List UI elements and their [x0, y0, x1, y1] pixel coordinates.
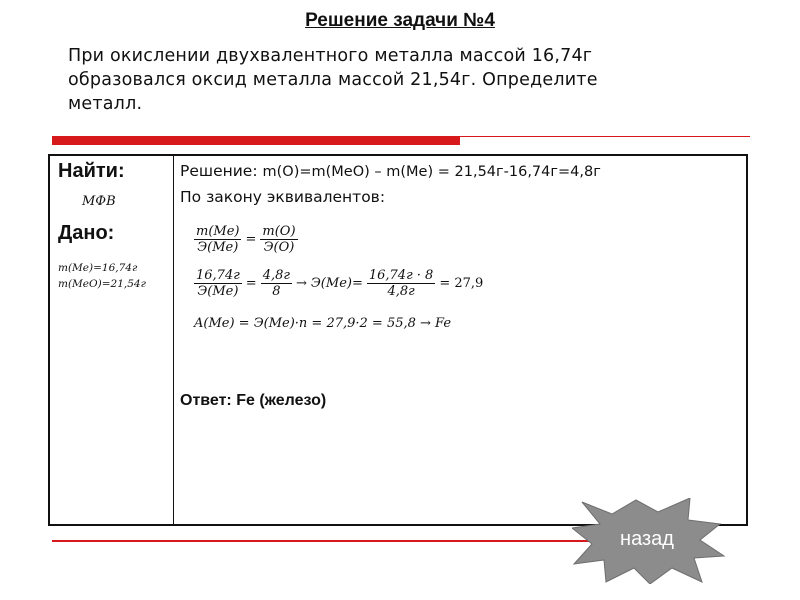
numerator: m(O): [262, 224, 296, 239]
fraction: [261, 268, 292, 299]
formula-atomic-mass: A(Me) = Э(Me)·n = 27,9·2 = 55,8 → Fe: [194, 316, 452, 331]
denominator: 4,8г: [387, 284, 415, 299]
find-label: Найти:: [58, 160, 125, 182]
back-button[interactable]: [572, 498, 742, 582]
given-item: m(MeO)=21,54г: [58, 278, 146, 290]
fraction: [194, 224, 241, 255]
find-value: МФВ: [82, 194, 116, 209]
answer: Ответ: Fe (железо): [180, 392, 327, 409]
numerator: 4,8г: [262, 268, 290, 283]
numerator: 16,74г: [196, 268, 240, 283]
solution-text: m(O)=m(MeO) – m(Me) = 21,54г-16,74г=4,8г: [262, 164, 601, 180]
given-label: Дано:: [58, 222, 115, 244]
denominator: Э(Me): [197, 240, 239, 255]
denominator: Э(O): [263, 240, 295, 255]
formula-equivalents: [194, 224, 298, 255]
problem-line: При окислении двухвалентного металла массой 16,74г: [68, 46, 593, 66]
right-column: [174, 156, 746, 524]
problem-statement: [68, 44, 708, 116]
solution-label: Решение:: [180, 162, 258, 180]
equals-sign: =: [245, 276, 257, 291]
solution-line: [180, 162, 601, 180]
fraction: [194, 268, 242, 299]
left-column: [50, 156, 174, 524]
divider-thick: [52, 137, 460, 145]
arrow-icon: →: [295, 276, 307, 291]
result-value: = 27,9: [439, 276, 484, 291]
law-text: По закону эквивалентов:: [180, 188, 386, 206]
divider-bottom: [52, 540, 652, 542]
numerator: 16,74г · 8: [368, 268, 434, 283]
fraction: [367, 268, 435, 299]
given-item: m(Me)=16,74г: [58, 262, 138, 274]
problem-line: металл.: [68, 94, 143, 114]
problem-line: образовался оксид металла массой 21,54г. Определите: [68, 70, 598, 90]
solution-table: [48, 154, 748, 526]
denominator: 8: [272, 284, 281, 299]
equals-sign: =: [245, 232, 257, 247]
denominator: Э(Me): [197, 284, 239, 299]
equivalent-label: Э(Me)=: [310, 276, 363, 291]
given-values: [58, 260, 146, 292]
back-button-label: назад: [620, 528, 674, 550]
slide-title: Решение задачи №4: [305, 10, 495, 31]
fraction: [260, 224, 297, 255]
numerator: m(Me): [196, 224, 240, 239]
formula-substitution: [194, 268, 483, 299]
